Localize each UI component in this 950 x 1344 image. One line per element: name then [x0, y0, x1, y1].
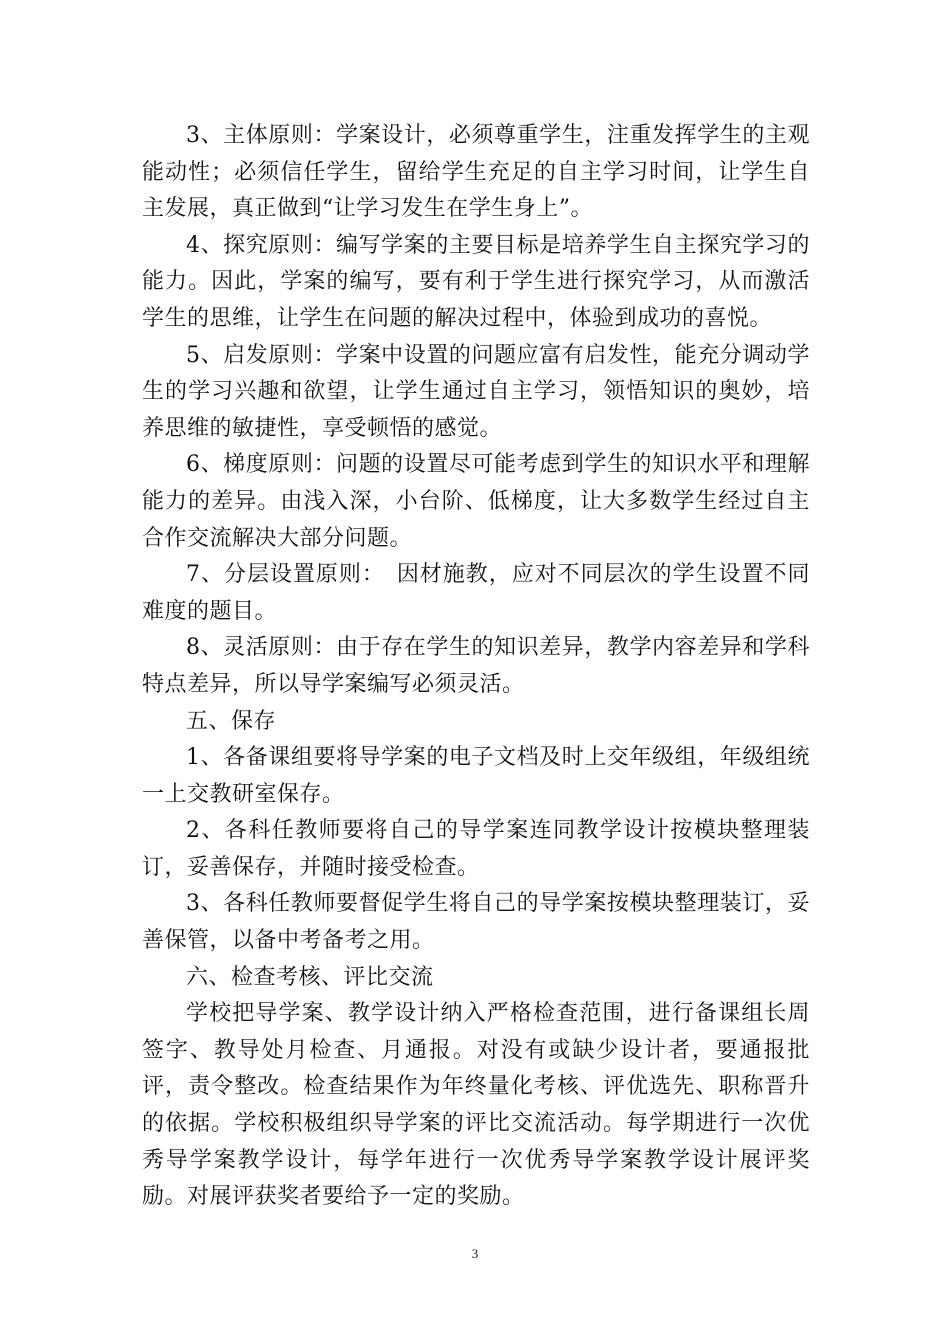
paragraph-subject-principle: 3、主体原则：学案设计，必须尊重学生，注重发挥学生的主观能动性；必须信任学生，留给学生充足的自主学习时间，让学生自主发展，真正做到“让学习发生在学生身上”。 — [142, 123, 810, 222]
paragraph-storage-2: 2、各科任教师要将自己的导学案连同教学设计按模块整理装订，妥善保存，并随时接受检查。 — [142, 818, 810, 880]
page-number: 3 — [471, 1246, 479, 1261]
paragraph-flexible-principle: 8、灵活原则：由于存在学生的知识差异，教学内容差异和学科特点差异，所以导学案编写必须灵活。 — [142, 635, 810, 697]
section-heading-storage: 五、保存 — [186, 708, 277, 734]
paragraph-inspection: 学校把导学案、教学设计纳入严格检查范围，进行备课组长周签字、教导处月检查、月通报。对没有或缺少设计者，要通报批评，责令整改。检查结果作为年终量化考核、评优选先、职称晋升的依据。学校积极组织导学案的评比交流活动。每学期进行一次优秀导学案教学设计，每学年进行一次优秀导学案教学设计展评奖励。对展评获奖者要给予一定的奖励。 — [142, 1001, 810, 1210]
paragraph-storage-1: 1、各备课组要将导学案的电子文档及时上交年级组，年级组统一上交教研室保存。 — [142, 745, 810, 807]
document-body — [142, 118, 810, 1216]
paragraph-storage-3: 3、各科任教师要督促学生将自己的导学案按模块整理装订，妥善保管，以备中考备考之用。 — [142, 891, 810, 954]
paragraph-heuristic-principle: 5、启发原则：学案中设置的问题应富有启发性，能充分调动学生的学习兴趣和欲望，让学生通过自主学习，领悟知识的奥妙，培养思维的敏捷性，享受顿悟的感觉。 — [142, 342, 810, 441]
paragraph-gradient-principle: 6、梯度原则：问题的设置尽可能考虑到学生的知识水平和理解能力的差异。由浅入深，小台阶、低梯度，让大多数学生经过自主合作交流解决大部分问题。 — [142, 452, 810, 551]
paragraph-layered-principle: 7、分层设置原则： 因材施教，应对不同层次的学生设置不同难度的题目。 — [142, 562, 810, 624]
paragraph-inquiry-principle: 4、探究原则：编写学案的主要目标是培养学生自主探究学习的能力。因此，学案的编写，要有利于学生进行探究学习，从而激活学生的思维，让学生在问题的解决过程中，体验到成功的喜悦。 — [142, 232, 810, 331]
section-heading-inspection: 六、检查考核、评比交流 — [186, 964, 434, 990]
